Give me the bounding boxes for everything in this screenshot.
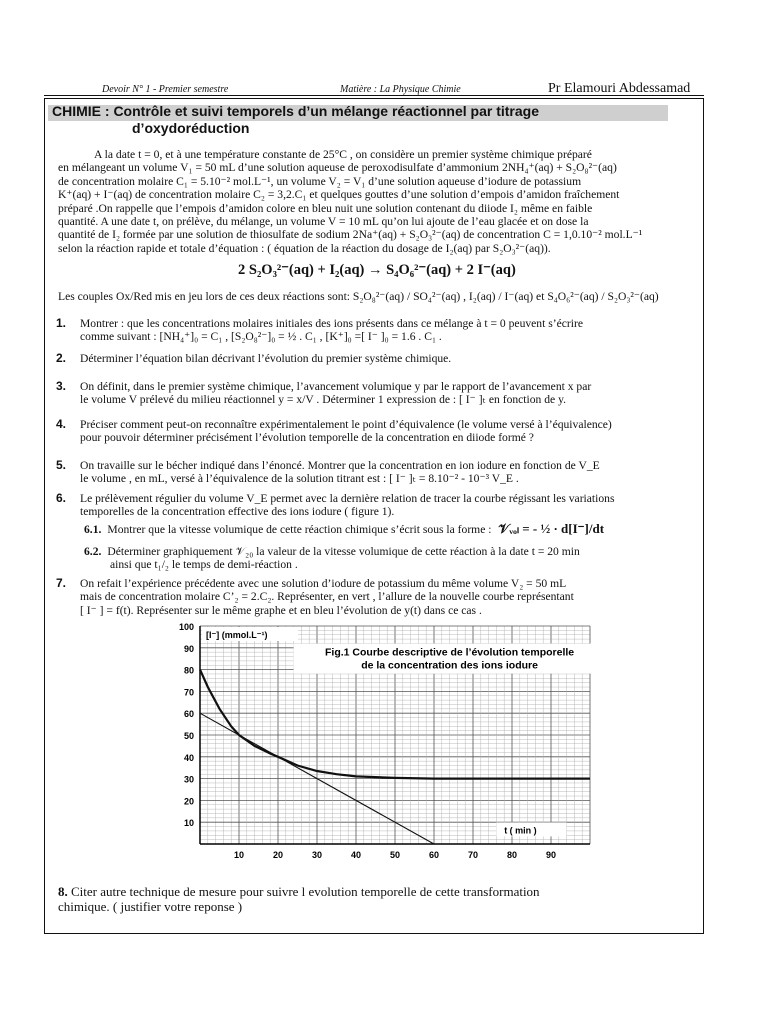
x-axis-label: t ( min ) xyxy=(504,825,537,836)
y-tick-label: 30 xyxy=(183,774,194,785)
intro-line: préparé .On rappelle que l’empois d’amidon colore en bleu nuit une solution contenant du diiode I₂ même en faible xyxy=(58,201,593,215)
y-tick-label: 60 xyxy=(183,709,194,720)
question-text: ainsi que t₁/₂ le temps de demi-réaction . xyxy=(110,558,298,572)
question-text: Déterminer l’équation bilan décrivant l’évolution du premier système chimique. xyxy=(80,352,452,365)
intro-line: quantité de I₂ formée par une solution de thiosulfate de sodium 2Na⁺(aq) + S₂O₃²⁻(aq) de concentration C = 1,0.10⁻² mol.L⁻¹ xyxy=(58,228,643,242)
question-6-1 xyxy=(84,522,704,536)
question-text: pour pouvoir déterminer précisément l’évolution temporelle de la concentration en diiode formé ? xyxy=(80,431,534,445)
question-text: On définit, dans le premier système chimique, l’avancement volumique y par le rapport de l’avancement x par xyxy=(80,380,592,393)
header-left: Devoir N° 1 - Premier semestre xyxy=(102,84,229,95)
x-tick-label: 30 xyxy=(311,850,323,860)
question-text: On travaille sur le bécher indiqué dans l’énoncé. Montrer que la concentration en ion iodure en fonction de V_E xyxy=(80,459,600,472)
question-text: comme suivant : [NH₄⁺]₀ = C₁ , [S₂O₈²⁻]₀ = ½ . C₁ , [K⁺]₀ =[ I⁻ ]₀ = 1.6 . C₁ . xyxy=(80,330,442,344)
intro-line: A la date t = 0, et à une température constante de 25°C , on considère un premier système chimique préparé xyxy=(94,148,592,161)
question-text: Montrer : que les concentrations molaires initiales des ions présents dans ce mélange à t = 0 peuvent s’écrire xyxy=(80,317,583,330)
y-axis-label: [I⁻] (mmol.L⁻¹) xyxy=(206,630,268,640)
header-right: Pr Elamouri Abdessamad xyxy=(548,81,691,96)
question-5 xyxy=(58,459,698,486)
question-text: On refait l’expérience précédente avec une solution d’iodure de potassium du même volume V₂ = 50 mL xyxy=(80,577,567,590)
question-text: chimique. ( justifier votre reponse ) xyxy=(58,899,243,914)
chart-title-line-1: Fig.1 Courbe descriptive de l’évolution temporelle xyxy=(325,646,575,659)
question-2 xyxy=(58,352,698,365)
intro-paragraph xyxy=(58,148,694,255)
x-tick-label: 60 xyxy=(428,850,440,860)
intro-line: en mélangeant un volume V₁ = 50 mL d’une solution aqueuse de peroxodisulfate d’ammonium 2NH₄⁺(aq) + S₂O₈²⁻(aq) xyxy=(58,161,617,175)
question-4 xyxy=(58,418,698,445)
y-tick-label: 90 xyxy=(183,643,194,654)
question-7 xyxy=(58,577,698,617)
question-text: temporelles de la concentration effective des ions iodure ( figure 1). xyxy=(80,505,395,519)
y-tick-label: 10 xyxy=(183,818,194,829)
x-tick-label: 40 xyxy=(350,850,362,860)
y-tick-label: 100 xyxy=(178,622,194,632)
question-text: mais de concentration molaire C’₂ = 2.C₂. Représenter, en vert , l’allure de la nouvelle courbe représentant xyxy=(80,590,574,604)
x-tick-label: 80 xyxy=(506,850,518,860)
question-text: Déterminer graphiquement 𝒱₂₀ la valeur de la vitesse volumique de cette réaction à la date t = 20 min xyxy=(107,545,580,558)
x-tick-label: 90 xyxy=(545,850,557,860)
redox-couples: Les couples Ox/Red mis en jeu lors de ces deux réactions sont: S₂O₈²⁻(aq) / SO₄²⁻(aq) , I₂(aq) / I⁻(aq) et S₄O₆²⁻(aq) / S₂O₃²⁻(aq) xyxy=(58,290,659,303)
y-tick-label: 20 xyxy=(183,796,194,807)
question-8 xyxy=(58,884,698,914)
intro-line: quantité. A une date t, on prélève, du mélange, un volume V = 10 mL qu’on lui ajoute de l’eau glacée et on dose la xyxy=(58,215,589,229)
intro-line: selon la réaction rapide et totale d’équation : ( équation de la réaction du dosage de I₂(aq) par S₂O₃²⁻(aq)). xyxy=(58,241,551,255)
header-center: Matière : La Physique Chimie xyxy=(340,84,461,95)
x-tick-label: 50 xyxy=(389,850,401,860)
y-tick-label: 80 xyxy=(183,665,194,676)
question-text: le volume , en mL, versé à l’équivalence de la solution titrant est : [ I⁻ ]ₜ = 8.10⁻² - 10⁻³ V_E . xyxy=(80,472,519,486)
question-text: Citer autre technique de mesure pour suivre l evolution temporelle de cette transformation xyxy=(71,884,540,899)
question-number: 6.1. xyxy=(84,523,102,536)
question-3 xyxy=(58,380,698,407)
chart-labels xyxy=(179,622,594,860)
question-text: Le prélèvement régulier du volume V_E permet avec la dernière relation de tracer la courbe régissant les variations xyxy=(80,492,615,505)
x-tick-label: 70 xyxy=(467,850,479,860)
question-number: 2. xyxy=(56,351,67,365)
header-divider xyxy=(44,95,704,96)
question-number: 7. xyxy=(56,576,67,590)
y-tick-label: 40 xyxy=(183,752,194,763)
question-number: 6. xyxy=(56,491,67,505)
question-text: le volume V prélevé du milieu réactionnel y = x/V . Déterminer 1 expression de : [ I⁻ ]ₜ en fonction de y. xyxy=(80,393,567,407)
title-line-2: d’oxydoréduction xyxy=(132,120,250,136)
x-tick-label: 20 xyxy=(272,850,284,860)
iodide-concentration-chart xyxy=(160,618,600,878)
chart-title-line-2: de la concentration des ions iodure xyxy=(361,659,538,672)
question-number: 4. xyxy=(56,417,67,431)
x-tick-label: 10 xyxy=(233,850,245,860)
question-text: [ I⁻ ] = f(t). Représenter sur le même graphe et en bleu l’évolution de y(t) dans ce cas . xyxy=(80,603,482,617)
y-tick-label: 70 xyxy=(183,687,194,698)
titration-equation: 2 S₂O₃²⁻(aq) + I₂(aq) → S₄O₆²⁻(aq) + 2 I⁻(aq) xyxy=(238,262,516,278)
intro-line: de concentration molaire C₁ = 5.10⁻² mol.L⁻¹, un volume V₂ = V₁ d’une solution aqueuse d’iodure de potassium xyxy=(58,174,582,188)
y-tick-label: 50 xyxy=(183,731,194,741)
question-text: Montrer que la vitesse volumique de cette réaction chimique s’écrit sous la forme : xyxy=(107,523,492,536)
exercise-title xyxy=(52,103,539,137)
intro-line: K⁺(aq) + I⁻(aq) de concentration molaire C₂ = 3,2.C₁ et quelques gouttes d’une solution d’empois d’amidon fraîchement xyxy=(58,188,620,202)
question-1 xyxy=(58,317,698,344)
title-line-1: CHIMIE : Contrôle et suivi temporels d’un mélange réactionnel par titrage xyxy=(52,103,539,119)
question-6 xyxy=(58,492,698,519)
question-number: 6.2. xyxy=(84,545,102,558)
question-text: Préciser comment peut-on reconnaître expérimentalement le point d’équivalence (le volume versé à l’équivalence) xyxy=(80,418,612,431)
question-number: 3. xyxy=(56,379,67,393)
question-number: 5. xyxy=(56,458,67,472)
question-number: 8. xyxy=(58,884,68,899)
question-6-2 xyxy=(84,545,704,572)
question-number: 1. xyxy=(56,316,67,330)
speed-formula: 𝒱ᵥₒₗ = - ½ · d[I⁻]/dt xyxy=(498,521,605,536)
